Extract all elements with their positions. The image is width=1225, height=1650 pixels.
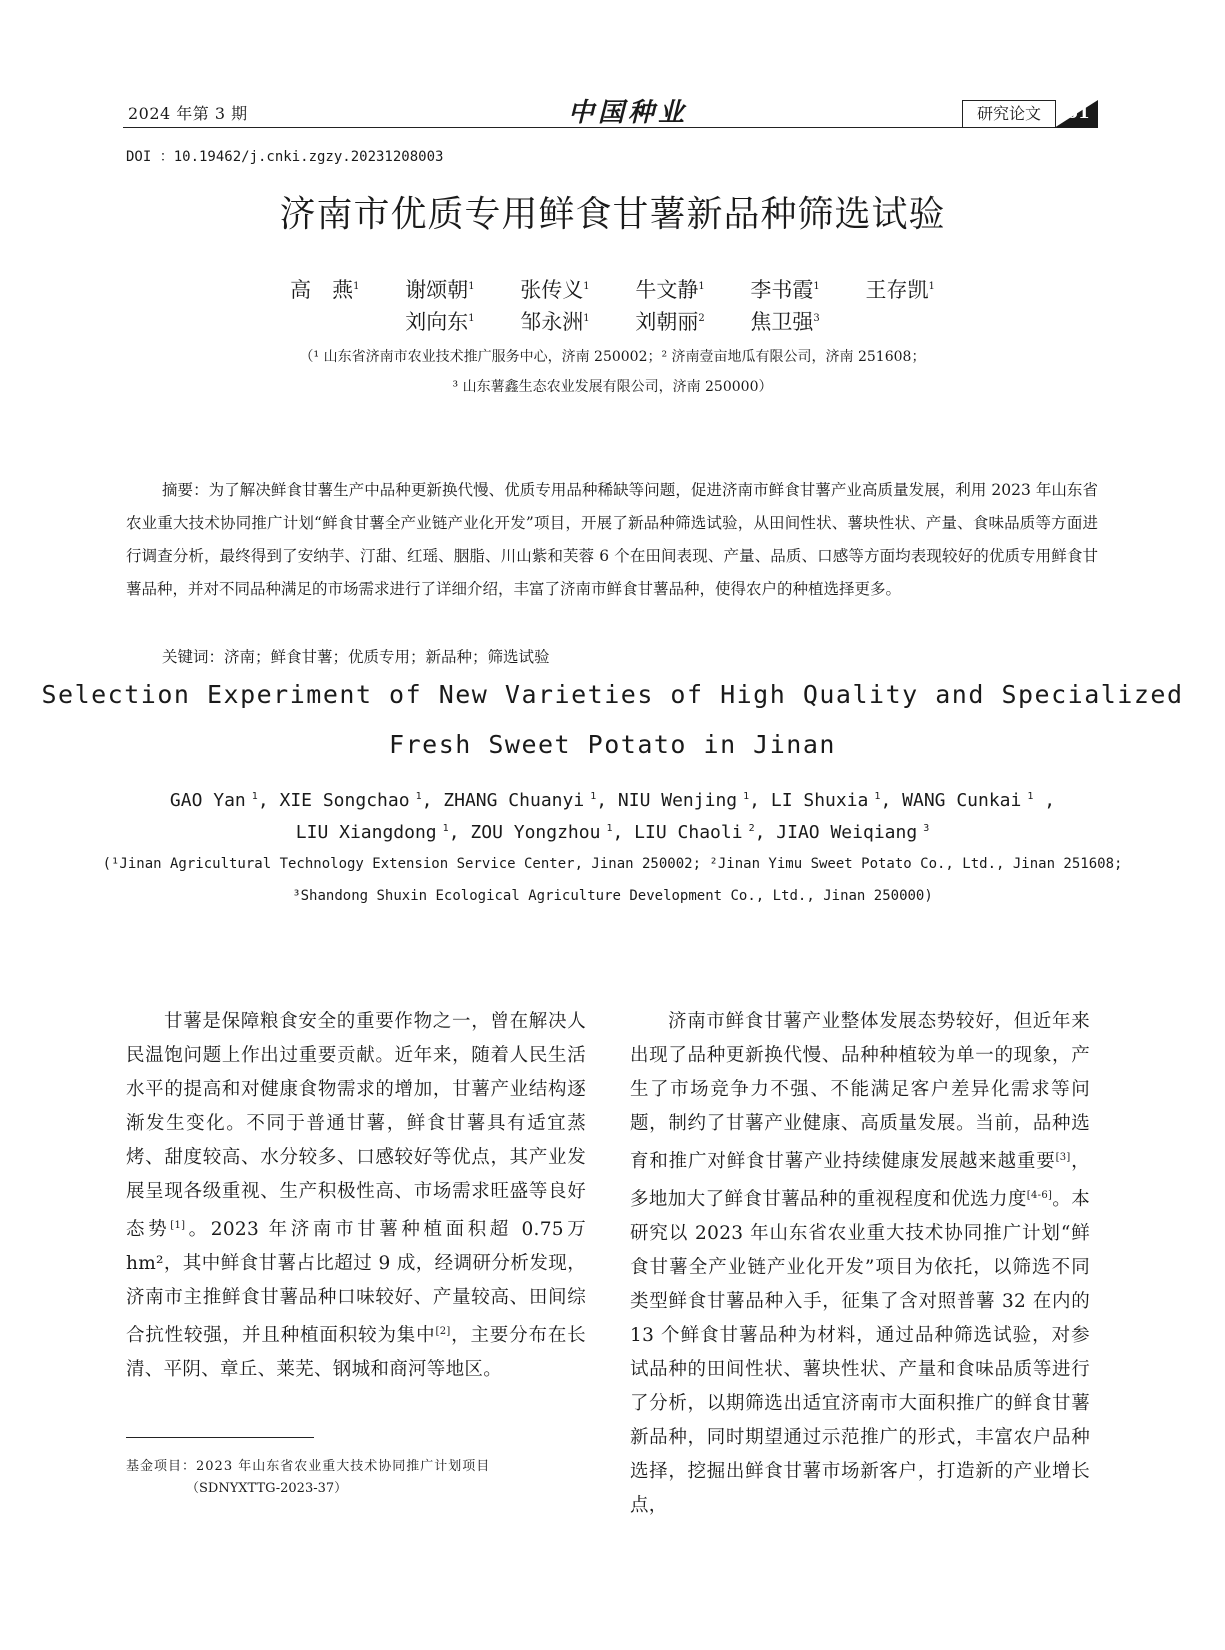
affiliation-en-line-1: (¹Jinan Agricultural Technology Extension Service Center, Jinan 250002; ²Jinan Yimu Sweet Potato Co., Ltd., Jinan 251608; [102, 856, 1123, 872]
author-name: 刘朝丽 [635, 310, 699, 334]
abstract: 摘要：为了解决鲜食甘薯生产中品种更新换代慢、优质专用品种稀缺等问题，促进济南市鲜食甘薯产业高质量发展，利用 2023 年山东省农业重大技术协同推广计划“鲜食甘薯全产业链产业化开发”项目，开展了新品种筛选试验，从田间性状、薯块性状、产量、食味品质等方面进行调查分析，最终得到了安纳芋、汀甜、红瑶、胭脂、川山紫和芙蓉 6 个在田间表现、产量、品质、口感等方面均表现较好的优质专用鲜食甘薯品种，并对不同品种满足的市场需求进行了详细介绍，丰富了济南市鲜食甘薯品种，使得农户的种植选择更多。 [126, 481, 1098, 598]
body-column-right [630, 1005, 1090, 1523]
author-affil-index: 1 [245, 791, 258, 802]
author-en [634, 822, 754, 843]
citation-ref: [3] [1055, 1152, 1071, 1163]
author-name: 刘向东 [405, 310, 469, 334]
footnote-code: （SDNYXTTG-2023-37） [186, 1481, 348, 1496]
author-affil-index: 1 [813, 281, 820, 292]
authors-cn-line-2 [0, 306, 1225, 336]
body-text: 。本研究以 2023 年山东省农业重大技术协同推广计划“鲜食甘薯全产业链产业化开发”项目为依托，以筛选不同类型鲜食甘薯品种入手，征集了含对照普薯 32 在内的 13 个鲜食甘薯品种为材料，通过品种筛选试验，对参试品种的田间性状、薯块性状、产量和食味品质等进行了分析，以期筛选出适宜济南市大面积推广的鲜食甘薯新品种，同时期望通过示范推广的形式，丰富农户品种选择，挖掘出鲜食甘薯市场新客户，打造新的产业增长点， [630, 1189, 1090, 1517]
body-text: 甘薯是保障粮食安全的重要作物之一，曾在解决人民温饱问题上作出过重要贡献。近年来，随着人民生活水平的提高和对健康食物需求的增加，甘薯产业结构逐渐发生变化。不同于普通甘薯，鲜食甘薯具有适宜蒸烤、甜度较高、水分较多、口感较好等优点，其产业发展呈现各级重视、生产积极性高、市场需求旺盛等良好态势 [126, 1011, 586, 1241]
author-name: NIU Wenjing [617, 790, 738, 811]
author-name: 邹永洲 [520, 310, 584, 334]
author-affil-index: 2 [742, 823, 755, 834]
author-cn [290, 278, 359, 302]
author-affil-index: 1 [584, 791, 597, 802]
body-text: ，主要分布在长清、平阴、章丘、莱芜、钢城和商河等地区。 [126, 1325, 586, 1381]
author-en [443, 790, 596, 811]
author-name: ZHANG Chuanyi [443, 790, 585, 811]
author-name: 高 燕 [290, 278, 354, 302]
author-name: JIAO Weiqiang [776, 822, 918, 843]
author-cn [635, 278, 704, 302]
author-affil-index: 1 [737, 791, 750, 802]
author-affil-index: 3 [917, 823, 930, 834]
body-text: ，多地加大了鲜食甘薯品种的重视程度和优选力度 [630, 1151, 1090, 1211]
authors-en-line-2: LIU Xiangdong $^1$, ZOU Yongzhou $^1$, LIU Chaoli $^2$, JIAO Weiqiang $^3$ [295, 822, 930, 843]
author-en [902, 790, 1033, 811]
author-name: 张传义 [520, 278, 584, 302]
author-name: 焦卫强 [750, 310, 814, 334]
footnote-label: 基金项目：2023 年山东省农业重大技术协同推广计划项目 [126, 1459, 491, 1474]
author-name: XIE Songchao [279, 790, 410, 811]
body-text: 济南市鲜食甘薯产业整体发展态势较好，但近年来出现了品种更新换代慢、品种种植较为单一的现象，产生了市场竞争力不强、不能满足客户差异化需求等问题，制约了甘薯产业健康、高质量发展。当前，品种选育和推广对鲜食甘薯产业持续健康发展越来越重要 [630, 1011, 1090, 1173]
citation-ref: [1] [170, 1220, 186, 1231]
author-affil-index: 1 [1021, 791, 1034, 802]
doi: DOI ：10.19462/j.cnki.zgzy.20231208003 [126, 149, 444, 165]
affiliation-cn-line-1: （¹ 山东省济南市农业技术推广服务中心，济南 250002；² 济南壹亩地瓜有限公司，济南 251608； [299, 349, 926, 365]
author-cn [520, 310, 589, 334]
author-name: 牛文静 [635, 278, 699, 302]
body-text: 。2023 年济南市甘薯种植面积超 0.75万 hm²，其中鲜食甘薯占比超过 9 成，经调研分析发现，济南市主推鲜食甘薯品种口味较好、产量较高、田间综合抗性较强，并且种植面积较为集中 [126, 1219, 587, 1347]
author-en [170, 790, 258, 811]
author-affil-index: 1 [409, 791, 422, 802]
author-name: LIU Xiangdong [295, 822, 437, 843]
page-number: 61 [1066, 103, 1090, 123]
author-affil-index: 1 [583, 281, 590, 292]
section-label: 研究论文 [962, 100, 1056, 127]
author-en [470, 822, 612, 843]
title-en-line-1: Selection Experiment of New Varieties of High Quality and Specialized [41, 680, 1184, 709]
author-cn [750, 310, 819, 334]
author-name: LI Shuxia [770, 790, 869, 811]
author-affil-index: 3 [813, 313, 820, 324]
citation-ref: [2] [435, 1326, 451, 1338]
authors-cn-line-1 [0, 274, 1225, 304]
author-affil-index: 1 [353, 281, 360, 292]
header-rule [123, 127, 1083, 128]
keywords: 关键词：济南；鲜食甘薯；优质专用；新品种；筛选试验 [162, 648, 550, 666]
author-name: 王存凯 [865, 278, 929, 302]
author-en [776, 822, 929, 843]
body-column-left [126, 1005, 586, 1387]
issue-label: 2024 年第 3 期 [128, 104, 248, 123]
author-affil-index: 1 [583, 313, 590, 324]
author-affil-index: 1 [698, 281, 705, 292]
author-name: LIU Chaoli [634, 822, 743, 843]
author-cn [865, 278, 934, 302]
footnote-rule [126, 1437, 314, 1438]
author-affil-index: 1 [868, 791, 881, 802]
author-name: GAO Yan [169, 790, 246, 811]
author-cn [520, 278, 589, 302]
author-cn [405, 310, 474, 334]
affiliation-cn-line-2: ³ 山东薯鑫生态农业发展有限公司，济南 250000） [452, 379, 773, 395]
author-affil-index: 1 [600, 823, 613, 834]
author-name: ZOU Yongzhou [470, 822, 601, 843]
author-cn [750, 278, 819, 302]
author-name: WANG Cunkai [902, 790, 1022, 811]
author-affil-index: 1 [468, 281, 475, 292]
author-affil-index: 2 [698, 313, 705, 324]
journal-name: 中国种业 [568, 98, 689, 128]
authors-en-line-1: GAO Yan $^1$, XIE Songchao $^1$, ZHANG Chuanyi $^1$, NIU Wenjing $^1$, LI Shuxia $^1$, WANG Cunkai $^1$ , [169, 790, 1056, 811]
author-en [280, 790, 422, 811]
affiliation-en-line-2: ³Shandong Shuxin Ecological Agriculture Development Co., Ltd., Jinan 250000) [292, 888, 933, 904]
author-en [618, 790, 749, 811]
author-affil-index: 1 [928, 281, 935, 292]
author-en [771, 790, 881, 811]
citation-ref: [4-6] [1026, 1190, 1053, 1202]
author-affil-index: 1 [468, 313, 475, 324]
title-cn: 济南市优质专用鲜食甘薯新品种筛选试验 [279, 194, 946, 235]
author-cn [635, 310, 704, 334]
author-name: 谢颂朝 [405, 278, 469, 302]
footnote [126, 1456, 596, 1500]
author-name: 李书霞 [750, 278, 814, 302]
author-en [296, 822, 449, 843]
author-cn [405, 278, 474, 302]
title-en-line-2: Fresh Sweet Potato in Jinan [389, 730, 836, 759]
author-affil-index: 1 [436, 823, 449, 834]
